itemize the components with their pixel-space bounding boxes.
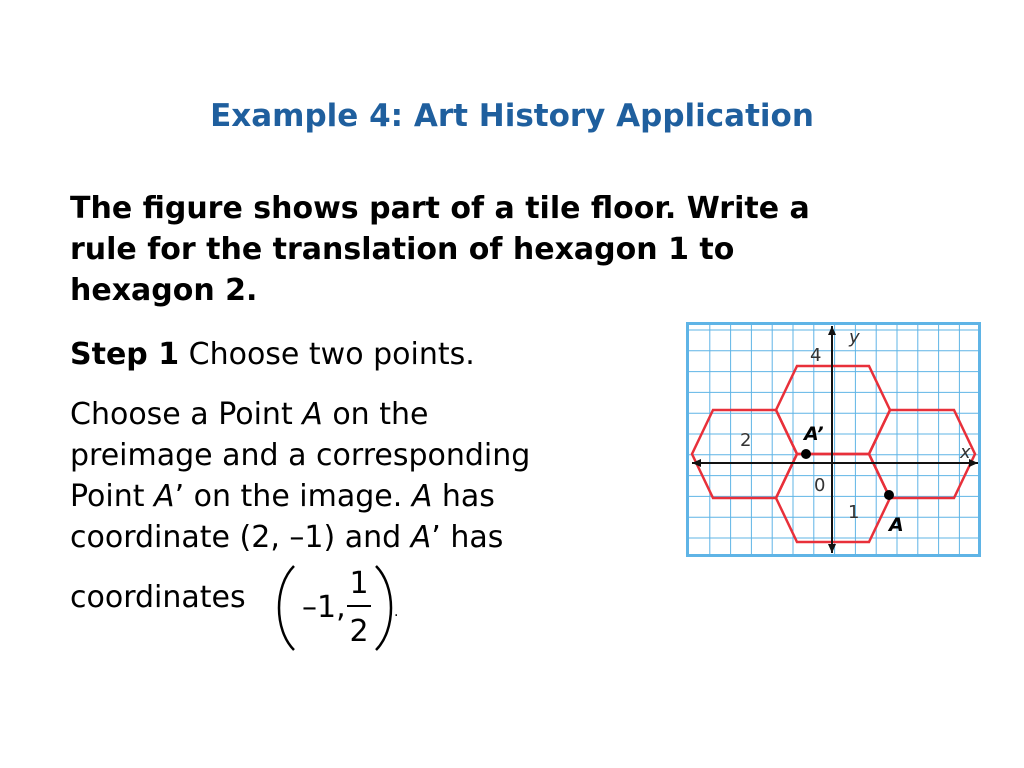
text-run: Point [70,479,155,514]
text-run: coordinate (2, –1) and [70,520,411,555]
coordinate-grid-figure [686,322,982,558]
text-run: ’ has [431,520,504,555]
point-a-prime-label: A’ [804,423,824,445]
coordinate-expression [70,560,410,656]
point-a-label: A [889,514,904,536]
fraction-numerator: 1 [349,566,369,601]
explanation-line-4 [70,517,630,558]
variable-a: A [411,479,433,514]
text-run: has [432,479,495,514]
problem-prompt [70,188,950,311]
prompt-line-1: The figure shows part of a tile floor. Write a [70,191,810,226]
tick-label-0: 0 [814,475,826,496]
y-axis-label: y [849,327,860,348]
explanation-line-3 [70,476,630,517]
x-axis-label: x [960,442,971,463]
fraction-denominator: 2 [349,614,369,649]
variable-a: A [410,520,432,555]
tick-label-4: 4 [810,345,822,366]
explanation-line-1 [70,394,630,435]
prompt-line-2: rule for the translation of hexagon 1 to [70,232,735,267]
point-a [884,490,894,500]
variable-a: A [154,479,175,514]
right-paren [376,566,391,650]
coordinates-word: coordinates [70,580,246,615]
point-a-prime [801,449,811,459]
prompt-line-3: hexagon 2. [70,273,258,308]
tick-label-2: 2 [740,430,752,451]
left-paren [279,566,294,650]
step-text: Choose two points. [179,337,475,372]
step-1 [70,334,475,375]
text-run: on the [322,397,429,432]
text-run: ’ on the image. [174,479,412,514]
slide-title: Example 4: Art History Application [210,98,814,134]
explanation-line-2: preimage and a corresponding [70,438,531,473]
tick-label-1: 1 [848,502,860,523]
step-label: Step 1 [70,337,180,372]
explanation-text [70,394,630,558]
neg-one: –1, [302,590,346,625]
period: . [394,604,399,620]
text-run: Choose a Point [70,397,303,432]
variable-a: A [302,397,323,432]
grid-frame [688,324,980,556]
